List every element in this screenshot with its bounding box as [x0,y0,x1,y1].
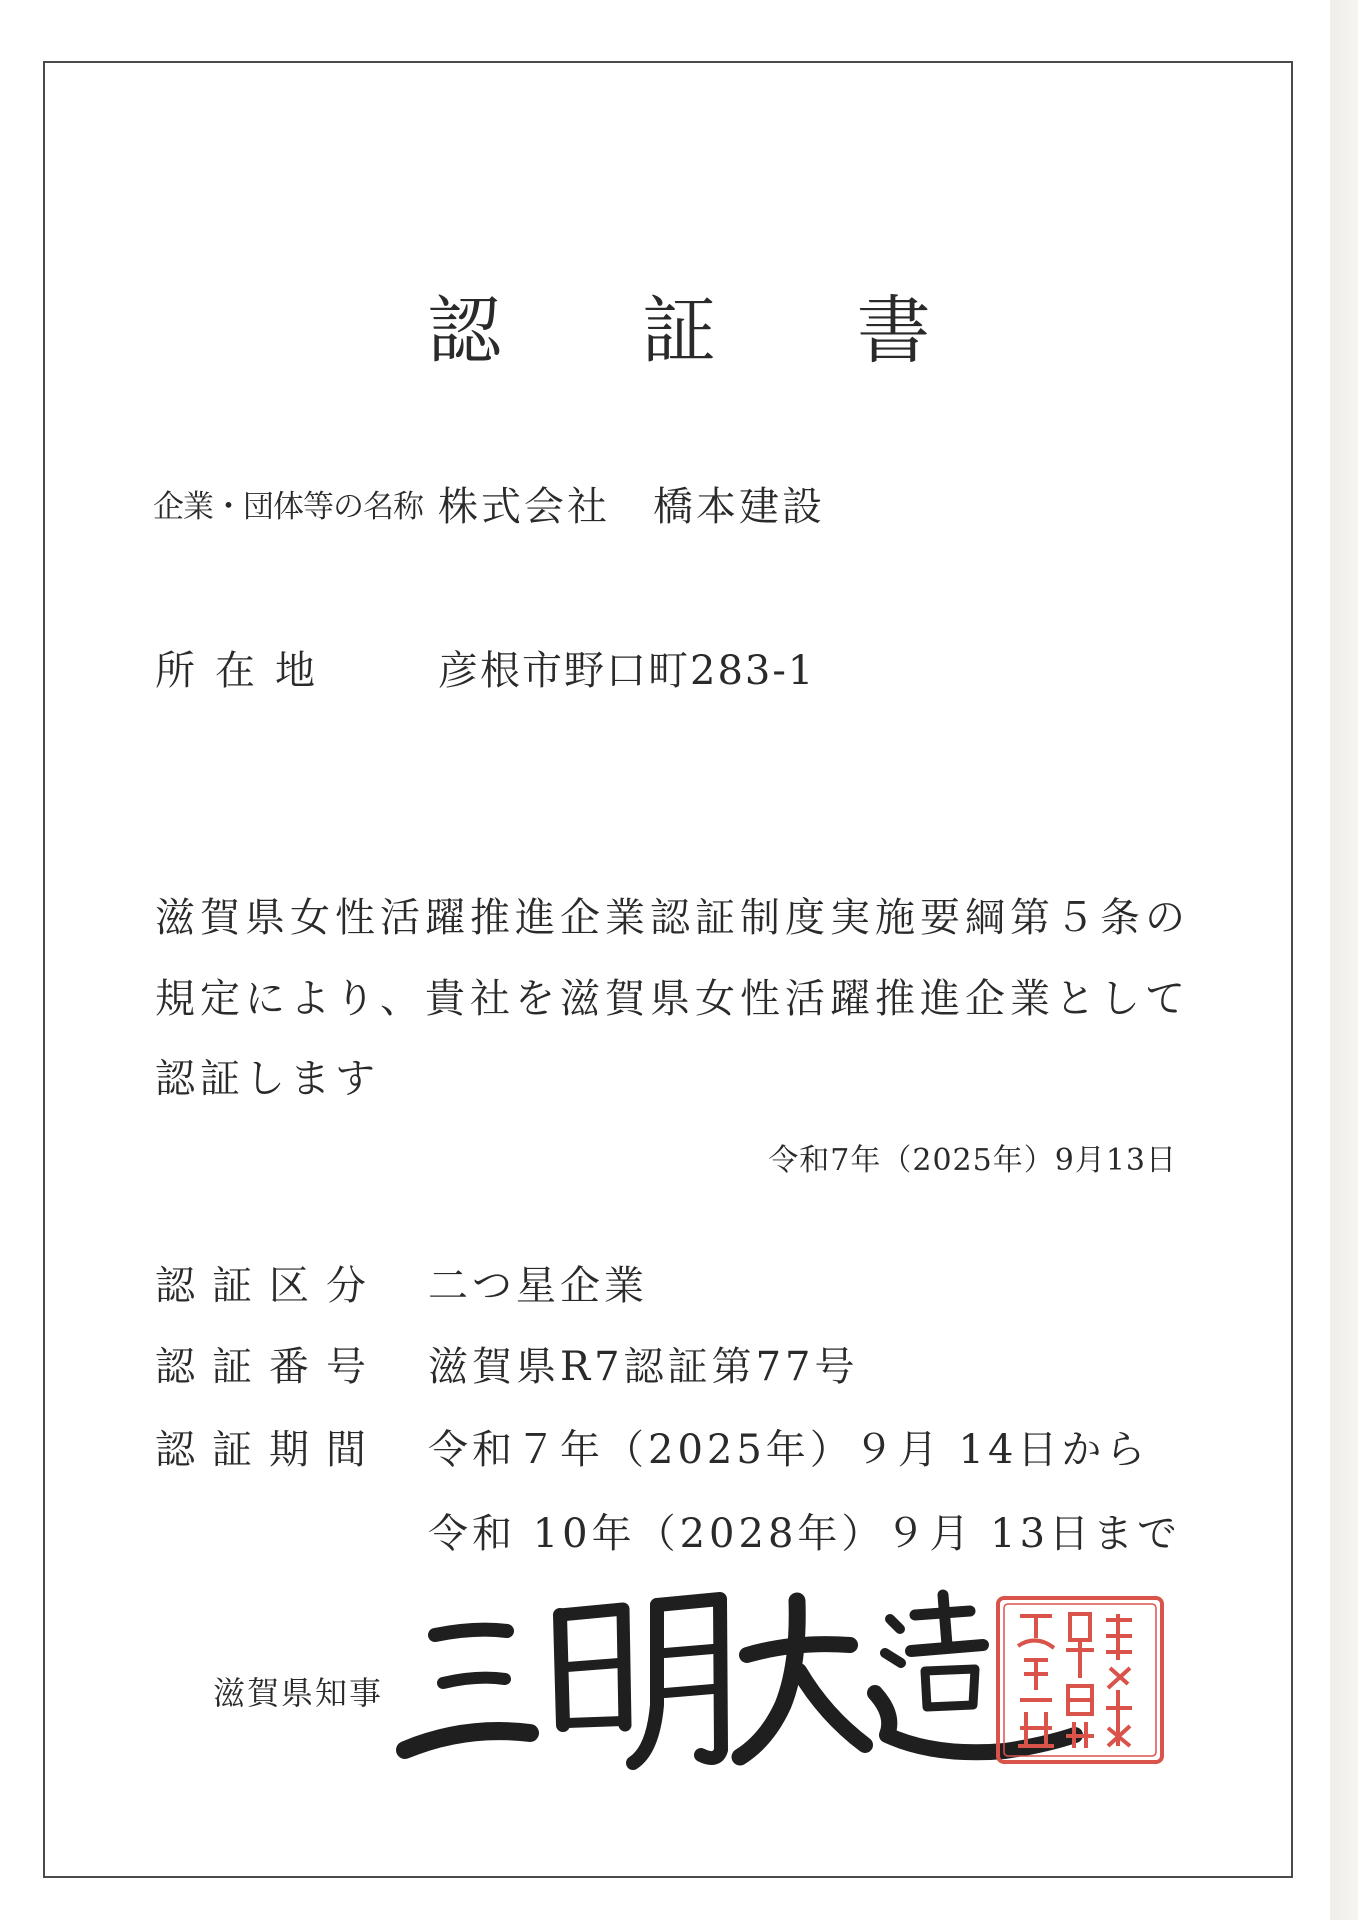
entity-name-label: 企業・団体等の名称 [153,489,423,525]
document-title: 認 証 書 [427,288,964,374]
certification-period-to: 令和 10年（2028年）９月 13日まで [428,1511,1182,1557]
category-label: 認証区分 [155,1263,383,1309]
certification-number-label: 認証番号 [155,1344,383,1390]
issue-date: 令和7年（2025年）9月13日 [768,1143,1177,1178]
statement-line-2: 規定により、貴社を滋賀県女性活躍推進企業として [155,976,1190,1022]
statement-line-1: 滋賀県女性活躍推進企業認証制度実施要綱第５条の [155,895,1190,941]
governor-title: 滋賀県知事 [213,1674,384,1712]
certification-number-value: 滋賀県R7認証第77号 [428,1344,859,1390]
certification-period-from: 令和７年（2025年）９月 14日から [428,1427,1150,1473]
entity-name-value: 株式会社 橋本建設 [438,484,825,530]
governor-signature [395,1575,1085,1775]
address-label: 所在地 [155,648,335,694]
category-value: 二つ星企業 [428,1263,648,1309]
official-seal [990,1590,1170,1770]
statement-line-3: 認証します [155,1056,380,1102]
certification-period-label: 認証期間 [155,1427,383,1473]
address-value: 彦根市野口町283-1 [438,648,816,694]
